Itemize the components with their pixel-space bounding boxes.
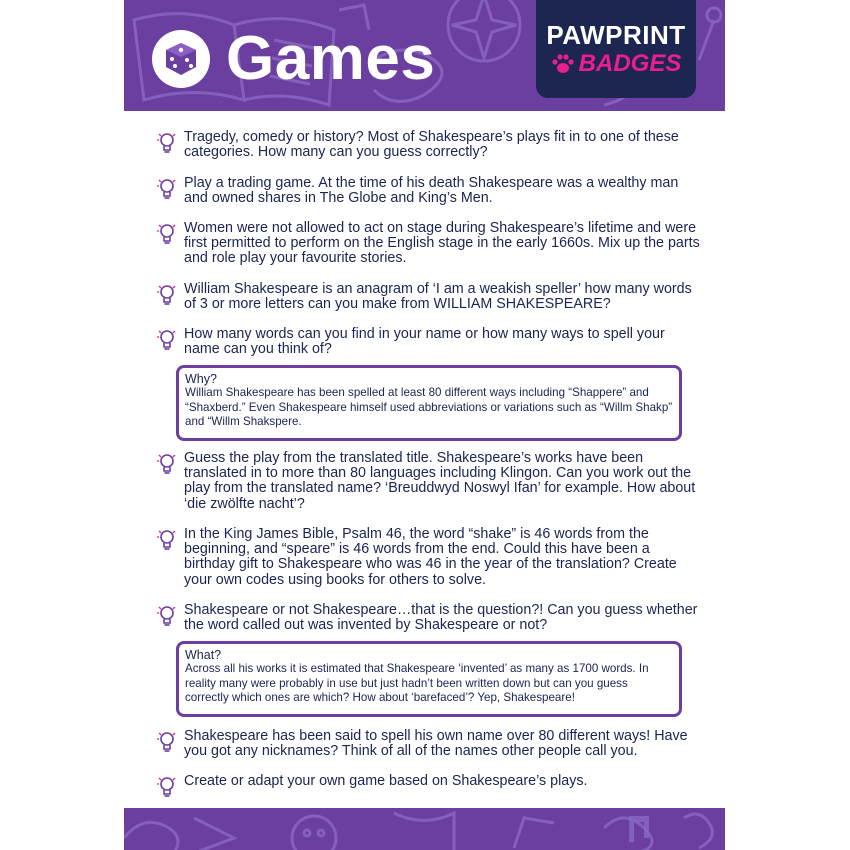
list-item-text: Tragedy, comedy or history? Most of Shakespeare’s plays fit in to one of these categories. How many can you guess correctly? [184,129,679,161]
list-item-text: Shakespeare has been said to spell his own name over 80 different ways! Have you got any nicknames? Think of all of the names other people call you. [184,728,688,760]
list-item-text: Women were not allowed to act on stage during Shakespeare’s lifetime and were first permitted to perform on the English stage in the early 1660s. Mix up the parts and role play your favourite stories. [184,220,700,267]
list-item [156,282,701,312]
pawprint-badges-logo [536,0,696,98]
lightbulb-icon [156,131,180,155]
lightbulb-icon [156,283,180,307]
paw-icon [551,53,575,75]
list-item [156,130,701,160]
lightbulb-icon [156,177,180,201]
note-title: Why? [185,372,217,386]
page [124,0,725,850]
logo-bottom-row [551,52,682,76]
lightbulb-icon [156,775,180,799]
lightbulb-icon [156,222,180,246]
list-item [156,729,701,759]
lightbulb-icon [156,328,180,352]
logo-text-bottom: BADGES [578,50,682,77]
list-item-text: Shakespeare or not Shakespeare…that is the question?! Can you guess whether the word called out was invented by Shakespeare or not? [184,602,698,634]
logo-text-top: PAWPRINT [546,20,686,50]
note-title: What? [185,648,222,662]
list-item-text: In the King James Bible, Psalm 46, the word “shake” is 46 words from the beginning, and “speare” is 46 words from the end. Could this have been a birthday gift to Shakespeare who was 46 in the year of the translation? Create your own codes using books for others to solve. [184,526,677,588]
list-item [156,774,701,799]
list-item-text: William Shakespeare is an anagram of ‘I am a weakish speller’ how many words of 3 or more letters can you make from WILLIAM SHAKESPEARE? [184,281,692,313]
header-banner [124,0,725,111]
footer-banner [124,808,725,850]
list-item [156,176,701,206]
lightbulb-icon [156,528,180,552]
what-note-box [176,641,682,717]
list-item-text: Play a trading game. At the time of his death Shakespeare was a wealthy man and owned shares in The Globe and King’s Men. [184,175,679,207]
note-body: William Shakespeare has been spelled at least 80 different ways including “Shappere” and “Shaxberd.” Even Shakespeare himself used abbreviations or variations such as “Willm Shakp” and “Willm Shakspere. [185,386,673,429]
dice-badge [152,30,210,88]
title-group [152,24,436,93]
lightbulb-icon [156,604,180,628]
list-item-text: How many words can you find in your name or how many ways to spell your name can you think of? [184,326,665,358]
list-item-text: Create or adapt your own game based on Shakespeare’s plays. [184,773,588,789]
why-note-box [176,365,682,441]
list-item-text: Guess the play from the translated title. Shakespeare’s works have been translated in to more than 80 languages including Klingon. Can you work out the play from the translated name? ‘Breuddwyd Noswyl Ifan’ for example. How about ‘die zwölfte nacht’? [184,450,696,512]
dice-icon [162,40,200,78]
note-body: Across all his works it is estimated that Shakespeare ‘invented’ as many as 1700 words. In reality many were probably in use but just hadn’t been written down but can you guess correctly which ones are which? How about ‘barefaced’? Yep, Shakespeare! [185,662,649,705]
list-item [156,327,701,357]
list-item [156,451,701,512]
lightbulb-icon [156,452,180,476]
list-item [156,527,701,588]
list-item [156,221,701,267]
lightbulb-icon [156,730,180,754]
footer-pattern-icon [124,808,725,850]
page-title: Games [226,24,436,93]
list-item [156,603,701,633]
